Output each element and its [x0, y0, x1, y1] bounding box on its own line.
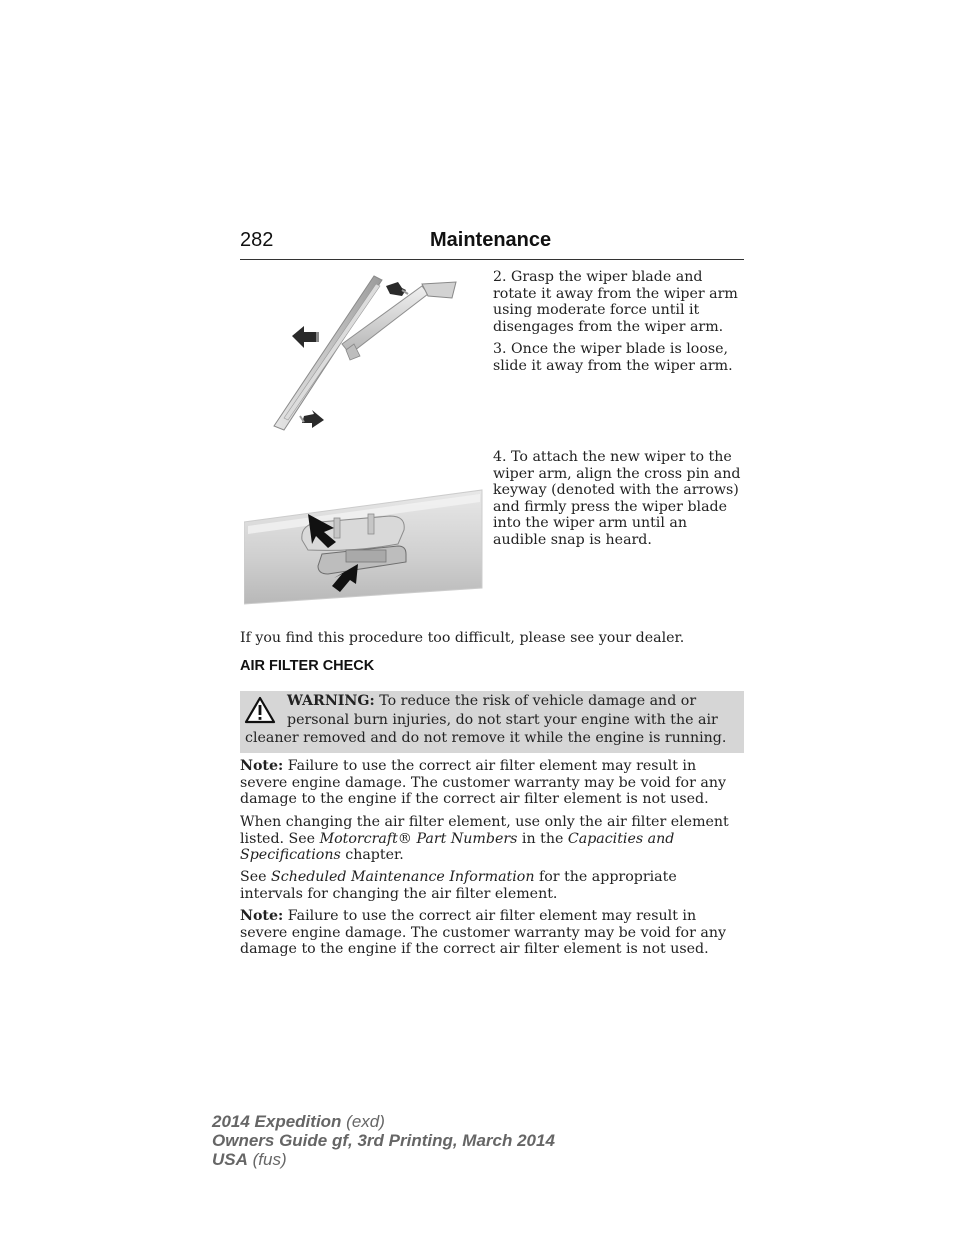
filter-paragraph — [240, 814, 744, 864]
page-number: 282 — [240, 229, 274, 251]
motorcraft-reference: Motorcraft® Part Numbers — [319, 830, 518, 847]
step-3-text: 3. Once the wiper blade is loose, slide it away from the wiper arm. — [493, 341, 733, 374]
step-2-text: 2. Grasp the wiper blade and rotate it away from the wiper arm using moderate force until it disengages from the wiper arm. — [493, 269, 738, 335]
footer-line-3 — [212, 1150, 287, 1169]
filter-paragraph-mid: in the — [517, 830, 568, 847]
capacities-reference: Capacities and Specifications — [240, 830, 675, 863]
wiper-blade-removal-illustration — [250, 270, 480, 440]
wiper-arm-attach-illustration — [244, 484, 484, 606]
schedule-paragraph — [240, 869, 744, 902]
arrow-up-left-icon — [386, 282, 408, 296]
warning-line-1: To reduce the risk of vehicle damage and or — [379, 693, 697, 709]
footer-region-code: (fus) — [247, 1150, 287, 1169]
note-2-label: Note: — [240, 908, 284, 924]
note-1-label: Note: — [240, 758, 284, 774]
footer-printing: Owners Guide gf, 3rd Printing, March 2014 — [212, 1131, 555, 1150]
note-2-text: Failure to use the correct air filter element may result in severe engine damage. The customer warranty may be void for any damage to the engine if the correct air filter element is not used. — [240, 908, 726, 957]
note-1 — [240, 758, 744, 808]
footer-region: USA — [212, 1150, 248, 1169]
page-title: Maintenance — [430, 229, 552, 251]
warning-label: WARNING: — [287, 693, 375, 709]
schedule-paragraph-end: for the appropriate intervals for changing the air filter element. — [240, 869, 677, 902]
dealer-note: If you find this procedure too difficult, please see your dealer. — [240, 630, 685, 646]
schedule-paragraph-text: See — [240, 869, 272, 885]
footer-line-2 — [212, 1131, 555, 1150]
filter-paragraph-text: When changing the air filter element, use only the air filter element listed. See — [240, 814, 729, 847]
filter-paragraph-end: chapter. — [340, 847, 404, 863]
scheduled-maintenance-reference: Scheduled Maintenance Information — [271, 869, 535, 885]
footer-model-code: (exd) — [341, 1112, 385, 1131]
step-4-text: 4. To attach the new wiper to the wiper arm, align the cross pin and keyway (denoted with the arrows) and firmly press the wiper blade into the wiper arm until an audible snap is heard. — [493, 449, 741, 548]
section-heading: AIR FILTER CHECK — [240, 658, 375, 674]
arrow-left-icon — [292, 326, 319, 348]
warning-text — [240, 692, 743, 748]
note-2 — [240, 908, 744, 958]
footer-model: 2014 Expedition — [212, 1112, 342, 1131]
warning-line-3: cleaner removed and do not remove it while the engine is running. — [245, 730, 727, 746]
header-divider — [240, 259, 744, 260]
arrow-down-right-icon — [300, 410, 324, 428]
note-1-text: Failure to use the correct air filter element may result in severe engine damage. The customer warranty may be void for any damage to the engine if the correct air filter element is not used. — [240, 758, 726, 807]
warning-line-2: personal burn injuries, do not start your engine with the air — [287, 711, 718, 728]
warning-box — [240, 691, 744, 753]
footer-line-1 — [212, 1112, 385, 1131]
